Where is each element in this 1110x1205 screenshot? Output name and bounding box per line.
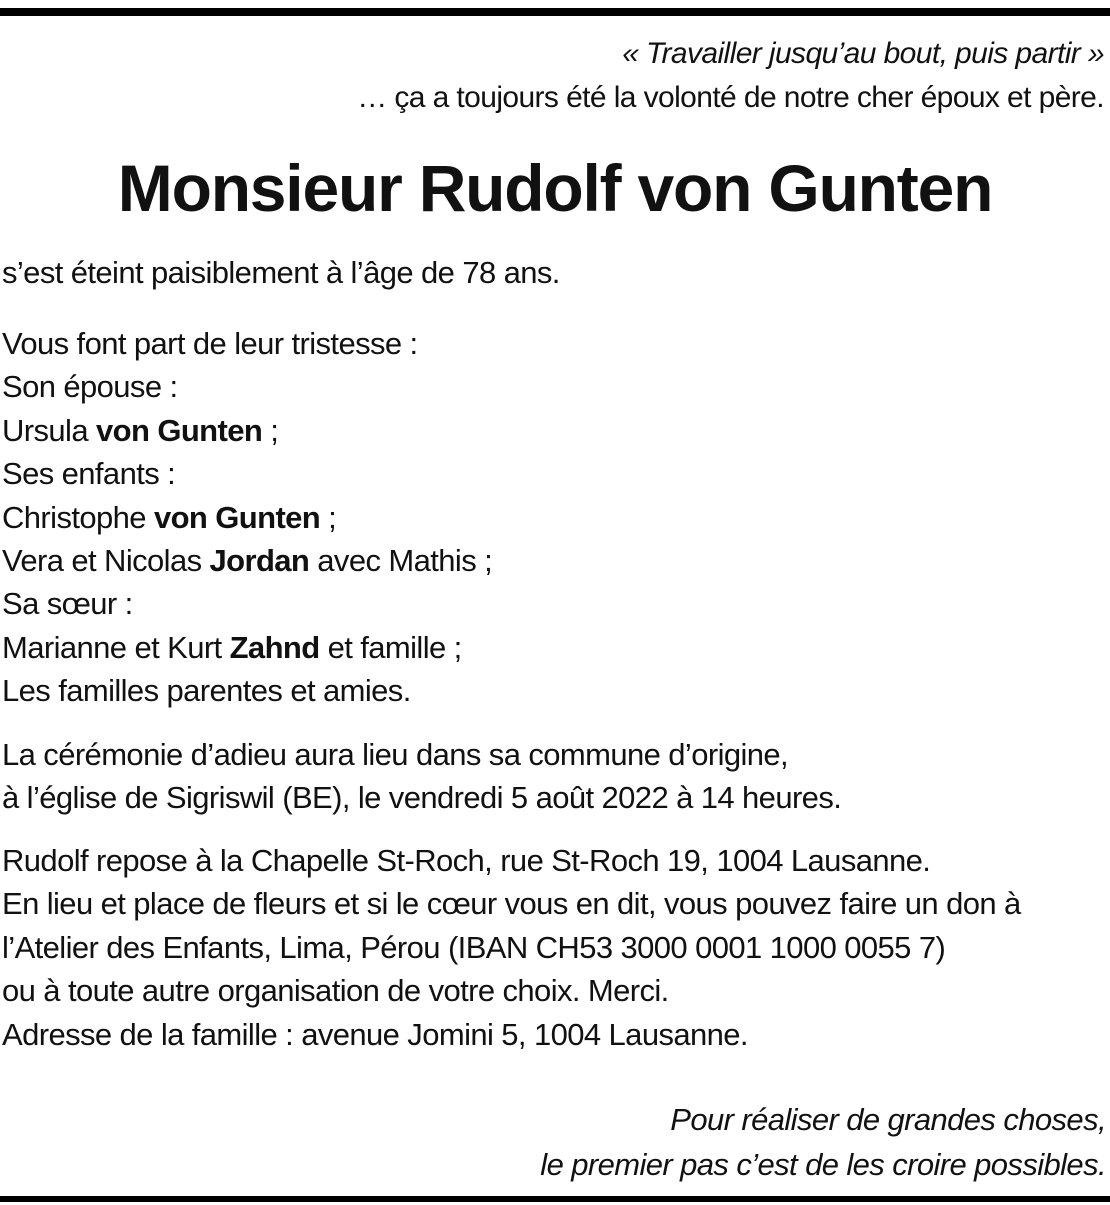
deceased-name-title: Monsieur Rudolf von Gunten: [117, 151, 993, 225]
spouse-last-name: von Gunten: [96, 412, 263, 448]
info-line-2: En lieu et place de fleurs et si le cœur vous en dit, vous pouvez faire un don à: [2, 886, 1021, 922]
child-2-last-name: Jordan: [209, 543, 310, 579]
sister-last-name: Zahnd: [229, 629, 320, 665]
sister-line: [2, 626, 492, 669]
ceremony-line-1: La cérémonie d’adieu aura lieu dans sa commune d’origine,: [2, 737, 789, 772]
spouse-suffix: ;: [262, 412, 279, 448]
relatives-line: Les familles parentes et amies.: [2, 673, 411, 709]
info-line-5: Adresse de la famille : avenue Jomini 5, 1004 Lausanne.: [2, 1016, 748, 1052]
top-border-rule: [0, 8, 1110, 16]
children-heading: Ses enfants :: [2, 456, 176, 492]
child-1-first-name: Christophe: [2, 499, 146, 535]
spouse-first-name: Ursula: [2, 412, 88, 448]
child-1-suffix: ;: [320, 499, 337, 535]
info-paragraph: [2, 839, 1021, 1056]
sister-first-name: Marianne et Kurt: [2, 629, 222, 665]
announcement-line: s’est éteint paisiblement à l’âge de 78 ans.: [2, 255, 560, 290]
spouse-line: [2, 409, 492, 452]
info-line-1: Rudolf repose à la Chapelle St-Roch, rue St-Roch 19, 1004 Lausanne.: [2, 843, 931, 878]
ceremony-paragraph: [2, 733, 841, 820]
spouse-heading: Son épouse :: [2, 369, 178, 405]
child-2-line: [2, 539, 492, 582]
announcement-paragraph: [2, 251, 560, 294]
child-1-line: [2, 496, 492, 539]
info-line-4: ou à toute autre organisation de votre choix. Merci.: [2, 973, 669, 1009]
header-quote-line-1: « Travailler jusqu’au bout, puis partir »: [622, 37, 1104, 70]
closing-quote: [6, 1097, 1106, 1187]
family-list: [2, 322, 492, 713]
sister-heading: Sa sœur :: [2, 586, 133, 622]
child-1-last-name: von Gunten: [153, 499, 321, 535]
header-quote: [4, 32, 1104, 120]
ceremony-line-2: à l’église de Sigriswil (BE), le vendredi 5 août 2022 à 14 heures.: [2, 780, 842, 816]
child-2-first-name: Vera et Nicolas: [2, 543, 202, 579]
closing-quote-line-2: le premier pas c’est de les croire possibles.: [540, 1147, 1106, 1182]
header-quote-line-2: … ça a toujours été la volonté de notre cher époux et père.: [357, 81, 1104, 114]
sister-suffix: et famille ;: [319, 629, 462, 665]
closing-quote-line-1: Pour réaliser de grandes choses,: [670, 1102, 1106, 1137]
family-intro: Vous font part de leur tristesse :: [2, 326, 418, 361]
bottom-border-rule: [0, 1196, 1110, 1202]
info-line-3: l’Atelier des Enfants, Lima, Pérou (IBAN CH53 3000 0001 1000 0055 7): [2, 929, 946, 965]
child-2-suffix: avec Mathis ;: [309, 543, 493, 579]
